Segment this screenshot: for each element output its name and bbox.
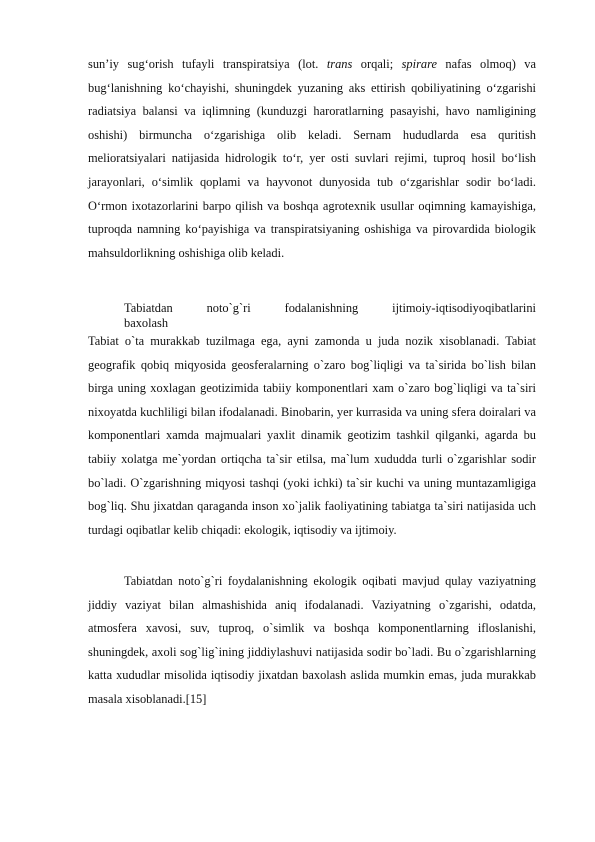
heading-line-1: Tabiatdan noto`g`ri fodalanishning ijtimoiy-iqtisodiyoqibatlarini (124, 301, 536, 315)
paragraph-nature-structure: Tabiat o`ta murakkab tuzilmaga ega, ayni zamonda u juda nozik xisoblanadi. Tabiat geografik qobiq miqyosida geosferalarning o`zaro bog`liqligi va ta`sirida bo`lish bilan birga uning xoxlagan geotizimida tabiiy komponentlari xam o`zaro bog`liqligi va ta`siri nixoyatda kuchliligi bilan ifodalanadi. Binobarin, yer kurrasida va uning sfera doiralari va komponentlari xamda majmualari yaxlit dinamik geotizim tashkil qilganki, agarda bu tabiiy xolatga me`yordan ortiqcha ta`sir etilsa, ma`lum xududda turli o`zgarishlar sodir bo`ladi. O`zgarishning miqyosi tashqi (yoki ichki) ta`sir kuchi va uning muntazamligiga bog`liq. Shu jixatdan qaraganda inson xo`jalik faoliyatining tabiatga ta`siri natijasida uch turdagi oqibatlar kelib chiqadi: ekologik, iqtisodiy va ijtimoiy. (88, 334, 536, 537)
paragraph-ecological-consequence: Tabiatdan noto`g`ri foydalanishning ekologik oqibati mavjud qulay vaziyatning jiddiy vaziyat bilan almashishida aniq ifodalanadi. Vaziyatning o`zgarishi, odatda, atmosfera xavosi, suv, tuproq, o`simlik va boshqa komponentlarning ifloslanishi, shuningdek, axoli sog`lig`ining jiddiylashuvi natijasida sodir bo`ladi. Bu o`zgarishlarning katta xududlar misolida iqtisodiy jixatdan baxolash aslida mumkin emas, juda murakkab masala xisoblanadi.[15] (88, 574, 536, 706)
section-heading (124, 301, 536, 331)
text-segment: orqali; (352, 57, 402, 71)
text-segment: sun’iy sug‘orish tufayli transpiratsiya (lot. (88, 57, 327, 71)
latin-term-trans: trans (326, 57, 353, 71)
latin-term-spirare: spirare (401, 57, 437, 71)
text-segment: nafas olmoq) va bug‘lanishning ko‘chayishi, shuningdek yuzaning aks ettirish qobiliyatining o‘zgarishi radiatsiya balansi va iqlimning (kunduzgi haroratlarning pasayishi, havo namligining oshishi) birmuncha o‘zgarishiga olib keladi. Sernam hududlarda esa quritish melioratsiyalari natijasida hidrologik to‘r, yer osti suvlari rejimi, tuproq hosil bo‘lish jarayonlari, o‘simlik qoplami va hayvonot dunyosida tub o‘zgarishlar sodir bo‘ladi. O‘rmon ixotazorlarini barpo qilish va boshqa agrotexnik usullar oqimning kamayishiga, tuproqda namning ko‘payishiga va transpiratsiyaning oshishiga va pirovardida biologik mahsuldorlikning oshishiga olib keladi. (88, 57, 536, 260)
paragraph-transpiration (88, 53, 536, 265)
heading-line-2: baxolash (124, 316, 169, 330)
